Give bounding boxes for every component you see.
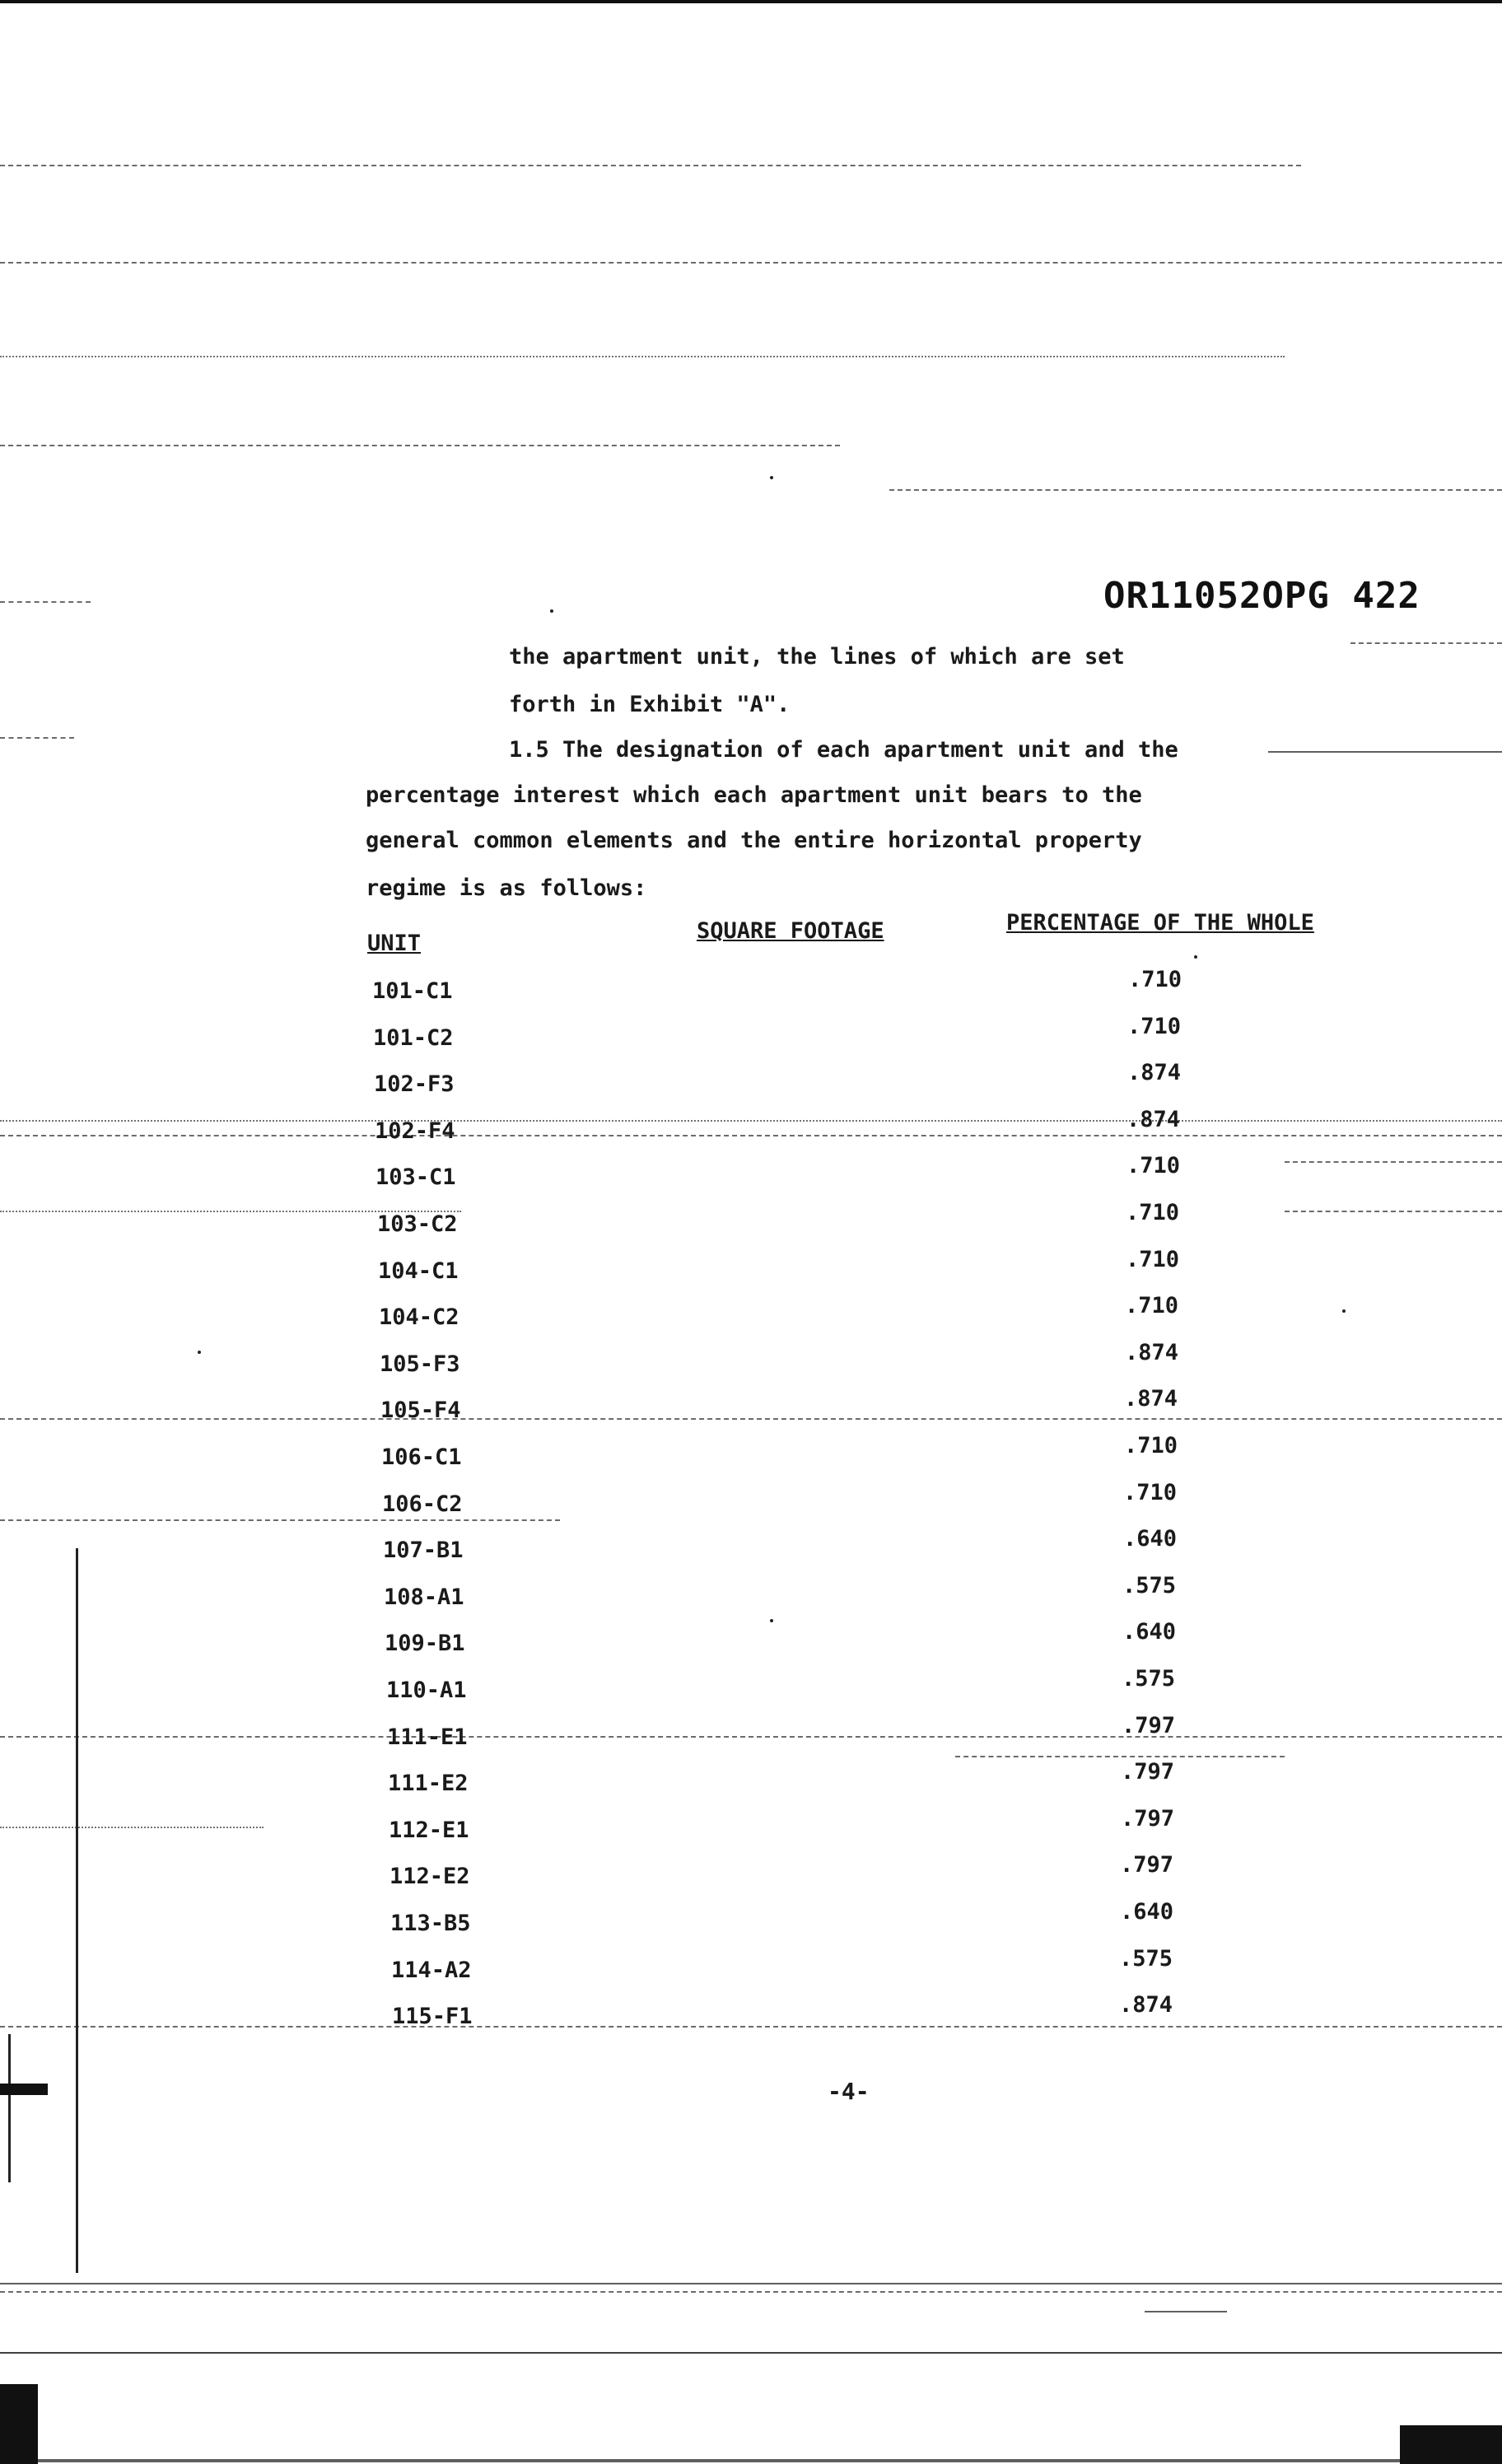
square-footage-column-header: SQUARE FOOTAGE xyxy=(697,918,884,944)
scan-edge-blot xyxy=(0,2084,48,2095)
scan-edge-blot xyxy=(0,2384,38,2464)
unit-designation: 113-B5 xyxy=(390,1911,471,1936)
percentage-value: .710 xyxy=(1123,1480,1178,1505)
percentage-value: .797 xyxy=(1121,1806,1175,1832)
percentage-value: .575 xyxy=(1119,1946,1173,1972)
percentage-column-header: PERCENTAGE OF THE WHOLE xyxy=(1006,910,1314,936)
percentage-value: .640 xyxy=(1122,1619,1177,1645)
scan-artifact-line xyxy=(0,1135,1502,1136)
body-line: 1.5 The designation of each apartment unit and the xyxy=(509,737,1178,763)
unit-designation: 102-F3 xyxy=(374,1071,455,1097)
body-line: forth in Exhibit "A". xyxy=(509,692,791,717)
body-line: percentage interest which each apartment unit bears to the xyxy=(366,782,1142,808)
unit-designation: 102-F4 xyxy=(375,1118,455,1144)
percentage-value: .710 xyxy=(1127,1014,1182,1039)
body-line: regime is as follows: xyxy=(366,875,647,901)
percentage-value: .797 xyxy=(1122,1713,1176,1738)
percentage-value: .640 xyxy=(1120,1899,1174,1925)
scan-speck xyxy=(550,609,553,613)
scan-artifact-line xyxy=(0,1418,1502,1420)
scan-artifact-line xyxy=(0,2352,1502,2354)
book-page-reference: OR11052OPG 422 xyxy=(1103,575,1420,617)
scan-artifact-line xyxy=(0,2026,1502,2028)
scan-artifact-line xyxy=(0,2291,1502,2293)
unit-designation: 104-C1 xyxy=(378,1258,459,1284)
percentage-value: .874 xyxy=(1125,1340,1179,1365)
percentage-value: .710 xyxy=(1124,1433,1178,1458)
unit-designation: 115-F1 xyxy=(392,2004,473,2029)
percentage-value: .874 xyxy=(1126,1107,1181,1132)
unit-designation: 108-A1 xyxy=(384,1584,464,1610)
percentage-value: .797 xyxy=(1121,1759,1175,1785)
scan-speck xyxy=(770,476,773,479)
scan-edge-mark xyxy=(76,1548,78,2273)
unit-designation: 103-C2 xyxy=(377,1211,458,1237)
scan-artifact-line xyxy=(0,737,74,739)
scan-artifact-line xyxy=(955,1756,1285,1757)
scan-artifact-line xyxy=(0,1736,1502,1738)
unit-designation: 106-C1 xyxy=(381,1444,462,1470)
scan-artifact-line xyxy=(0,601,91,603)
percentage-value: .710 xyxy=(1126,1247,1180,1272)
unit-designation: 109-B1 xyxy=(385,1631,465,1656)
unit-designation: 111-E2 xyxy=(388,1771,469,1796)
unit-designation: 103-C1 xyxy=(376,1164,456,1190)
scan-artifact-line xyxy=(0,165,1301,166)
scan-artifact-line xyxy=(1285,1211,1502,1212)
unit-designation: 104-C2 xyxy=(379,1304,459,1330)
scan-artifact-line xyxy=(0,1827,264,1828)
scan-speck xyxy=(770,1619,773,1622)
body-line: the apartment unit, the lines of which are set xyxy=(509,644,1125,670)
unit-designation: 111-E1 xyxy=(387,1724,468,1750)
scan-edge-blot xyxy=(1400,2425,1502,2464)
scan-artifact-line xyxy=(0,445,840,446)
percentage-value: .874 xyxy=(1119,1992,1173,2018)
unit-designation: 114-A2 xyxy=(391,1958,472,1983)
body-line: general common elements and the entire horizontal property xyxy=(366,828,1142,853)
percentage-value: .710 xyxy=(1126,1200,1180,1225)
percentage-value: .575 xyxy=(1122,1573,1177,1598)
scan-speck xyxy=(1342,1309,1346,1313)
percentage-value: .797 xyxy=(1120,1852,1174,1878)
scan-artifact-line xyxy=(0,2459,1502,2462)
scan-artifact-line xyxy=(0,2283,1502,2284)
scan-artifact-line xyxy=(1285,1161,1502,1163)
unit-designation: 112-E2 xyxy=(389,1864,470,1889)
percentage-value: .710 xyxy=(1128,967,1182,992)
unit-designation: 110-A1 xyxy=(386,1678,467,1703)
scan-artifact-line xyxy=(1350,642,1502,644)
unit-designation: 105-F3 xyxy=(380,1351,460,1377)
percentage-value: .710 xyxy=(1126,1153,1181,1178)
scan-artifact-line xyxy=(0,1120,1502,1122)
unit-column-header: UNIT xyxy=(367,931,422,956)
unit-designation: 105-F4 xyxy=(380,1398,461,1423)
scan-speck xyxy=(198,1351,201,1354)
scan-artifact-line xyxy=(0,356,1285,357)
scan-artifact-line xyxy=(0,1519,560,1521)
scan-edge-blot xyxy=(0,0,1502,3)
percentage-value: .874 xyxy=(1127,1060,1182,1085)
scan-edge-mark xyxy=(8,2034,11,2182)
scan-artifact-line xyxy=(889,489,1502,491)
scan-speck xyxy=(1194,955,1197,959)
unit-designation: 101-C2 xyxy=(373,1025,454,1051)
percentage-value: .874 xyxy=(1124,1386,1178,1412)
percentage-value: .640 xyxy=(1123,1526,1178,1552)
unit-designation: 107-B1 xyxy=(383,1538,464,1563)
page-number: -4- xyxy=(828,2078,870,2105)
unit-designation: 101-C1 xyxy=(372,978,453,1004)
scan-artifact-line xyxy=(1268,751,1502,753)
unit-designation: 112-E1 xyxy=(389,1818,469,1843)
scan-artifact-line xyxy=(0,262,1502,264)
percentage-value: .575 xyxy=(1122,1666,1176,1692)
scan-artifact-line xyxy=(1145,2311,1227,2312)
unit-designation: 106-C2 xyxy=(382,1491,463,1517)
percentage-value: .710 xyxy=(1125,1293,1179,1318)
